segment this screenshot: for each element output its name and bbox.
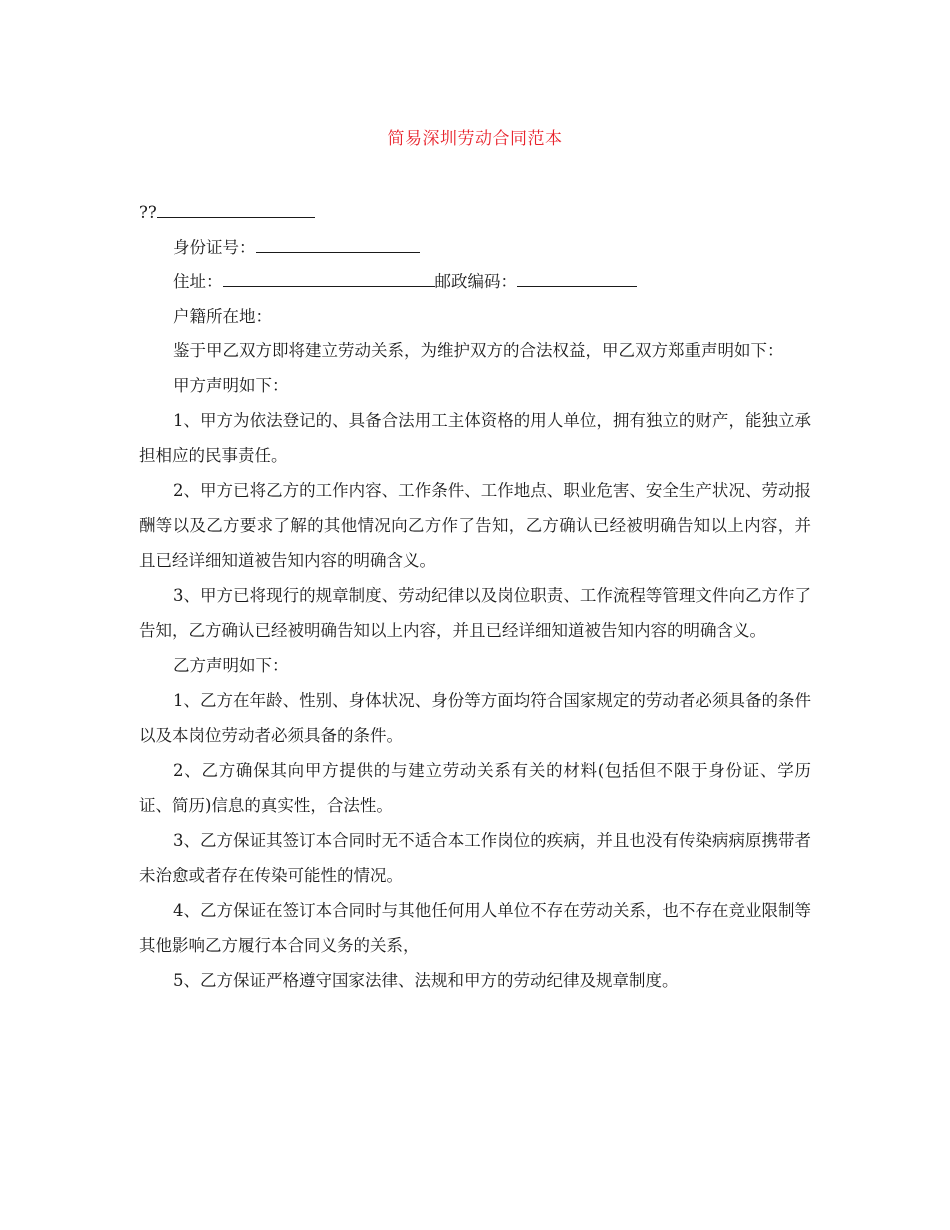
address-field [139, 267, 811, 297]
document-title: 简易深圳劳动合同范本 [387, 129, 563, 149]
party-b-item-1: 1、乙方在年龄、性别、身体状况、身份等方面均符合国家规定的劳动者必须具备的条件以及本岗位劳动者必须具备的条件。 [139, 691, 811, 745]
id-number-field [139, 233, 811, 263]
party-b-item-5: 5、乙方保证严格遵守国家法律、法规和甲方的劳动纪律及规章制度。 [173, 971, 679, 990]
document-body [139, 198, 811, 998]
party-a-heading: 甲方声明如下： [173, 376, 289, 395]
postcode-blank [517, 268, 637, 287]
party-b-item-2: 2、乙方确保其向甲方提供的与建立劳动关系有关的材料(包括但不限于身份证、学历证、简历)信息的真实性，合法性。 [139, 761, 811, 815]
address-blank [223, 268, 435, 287]
party-name-blank [157, 199, 315, 218]
party-a-item-3: 3、甲方已将现行的规章制度、劳动纪律以及岗位职责、工作流程等管理文件向乙方作了告知，乙方确认已经被明确告知以上内容，并且已经详细知道被告知内容的明确含义。 [139, 586, 811, 640]
hukou-field [139, 302, 811, 332]
party-a-item-1: 1、甲方为依法登记的、具备合法用工主体资格的用人单位，拥有独立的财产，能独立承担相应的民事责任。 [139, 411, 811, 465]
party-b-heading: 乙方声明如下： [173, 656, 289, 675]
id-number-blank [256, 234, 420, 253]
party-name-field [139, 198, 811, 228]
party-b-item-4: 4、乙方保证在签订本合同时与其他任何用人单位不存在劳动关系，也不存在竞业限制等其他影响乙方履行本合同义务的关系， [139, 901, 811, 955]
party-prefix: ?? [139, 203, 157, 222]
address-label: 住址： [173, 272, 223, 291]
postcode-label: 邮政编码： [434, 272, 517, 291]
hukou-label: 户籍所在地： [173, 306, 272, 326]
party-a-item-2: 2、甲方已将乙方的工作内容、工作条件、工作地点、职业危害、安全生产状况、劳动报酬等以及乙方要求了解的其他情况向乙方作了告知，乙方确认已经被明确告知以上内容，并且已经详细知道被告知内容的明确含义。 [139, 481, 811, 570]
party-b-item-3: 3、乙方保证其签订本合同时无不适合本工作岗位的疾病，并且也没有传染病病原携带者未治愈或者存在传染可能性的情况。 [139, 831, 811, 885]
id-number-label: 身份证号： [173, 237, 256, 257]
intro-paragraph: 鉴于甲乙双方即将建立劳动关系，为维护双方的合法权益，甲乙双方郑重声明如下： [173, 341, 784, 360]
